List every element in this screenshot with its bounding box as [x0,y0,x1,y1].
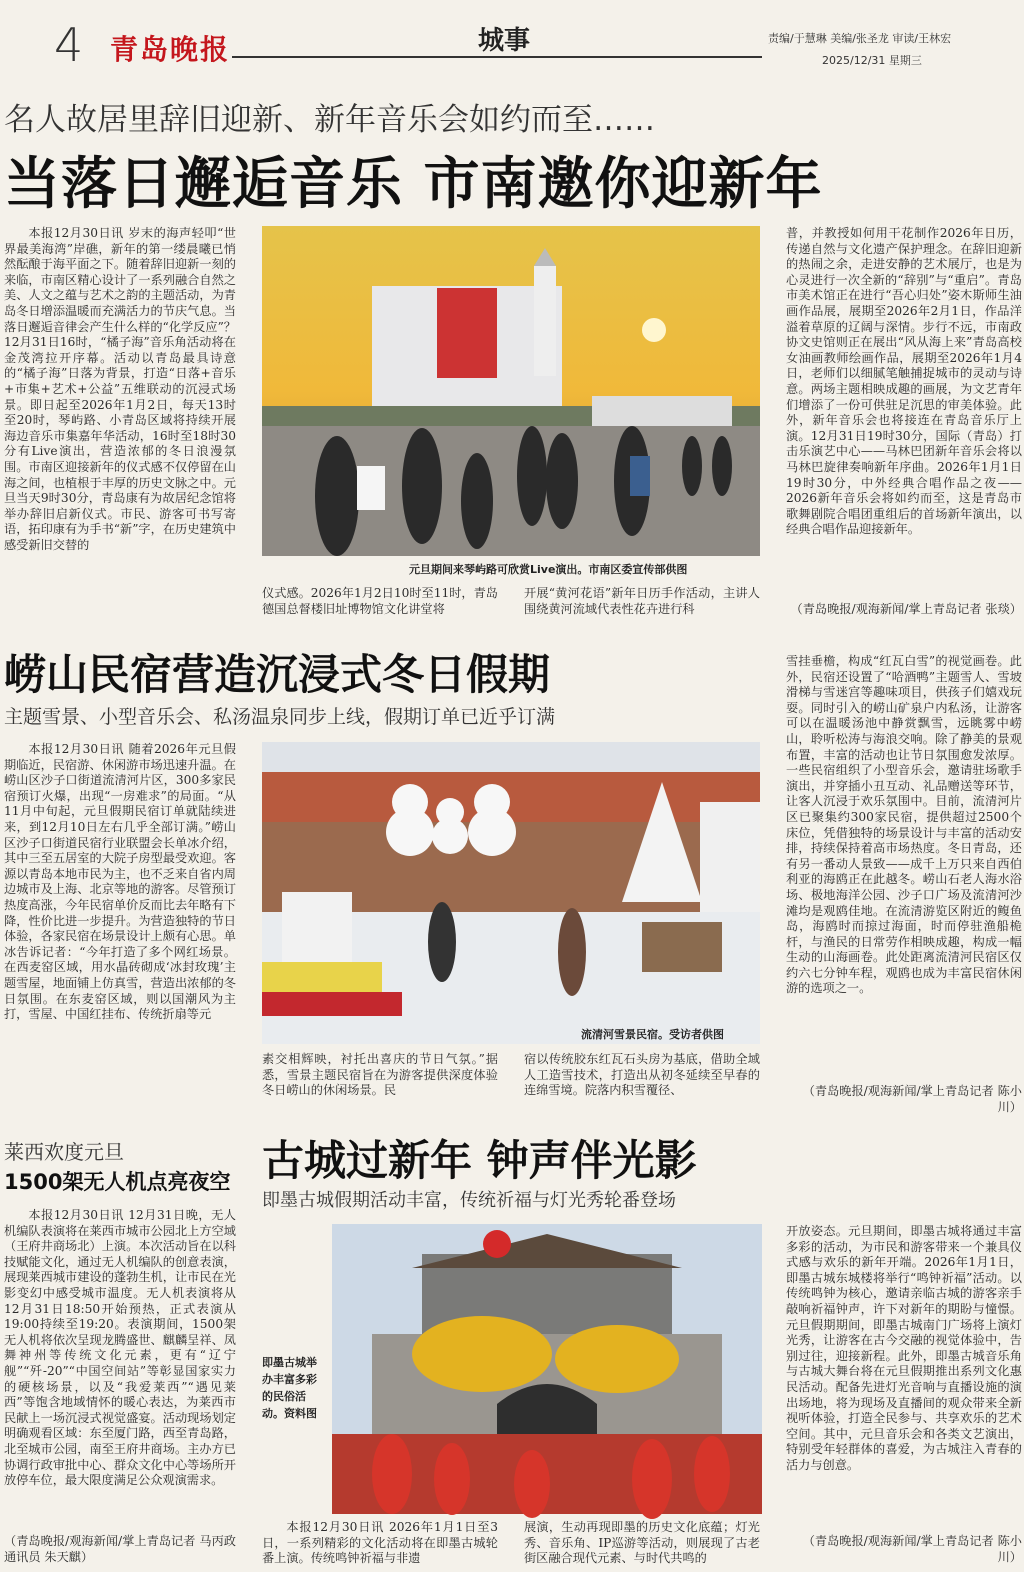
story1-headline: 当落日邂逅音乐 市南邀你迎新年 [4,152,823,217]
story2-column-1: 本报12月30日讯 随着2026年元旦假期临近，民宿游、休闲游市场迅速升温。在崂山区沙子口街道流清河片区，300多家民宿预订火爆，出现“一房难求”的局面。“从11月中旬起，元旦假期民宿订单就陆续进来，到12月10日左右几乎全部订满。”崂山区沙子口街道民宿行业联盟会长单冰介绍，其中三至五居室的大院子房型最受欢迎。客源以青岛本地市民为主，也不乏来自省内周边城市及上海、北京等地的游客。尽管预订热度高涨，今年民宿单价反而比去年略有下降，性价比进一步提升。为营造独特的节日体验，各家民宿在场景设计上颇有心思。单冰告诉记者：“今年打造了多个网红场景。在西麦窑区域，用水晶砖砌成‘冰封玫瑰’主题雪屋，地面铺上仿真雪，营造出浓郁的冬日氛围。在东麦窑区域，则以国潮风为主打，雪屋、中国红挂布、传统折扇等元 [4,742,236,1022]
story4-photo-ancient-city [332,1224,762,1514]
story1-photo-caption: 元旦期间来琴屿路可欣赏Live演出。市南区委宣传部供图 [409,563,688,576]
story1-column-3: 开展“黄河花语”新年日历手作活动，主讲人围绕黄河流域代表性花卉进行科 [524,586,760,616]
newspaper-logo: 青岛晚报 [110,33,231,66]
page-number: 4 [54,18,84,72]
story1-kicker: 名人故居里辞旧迎新、新年音乐会如约而至…… [4,102,655,138]
story4-byline: （青岛晚报/观海新闻/掌上青岛记者 陈小川） [802,1534,1022,1564]
story2-column-4: 雪挂垂檐，构成“红瓦白雪”的视觉画卷。此外，民宿还设置了“哈酒鸭”主题雪人、雪坡滑梯与雪迷宫等趣味项目，供孩子们嬉戏玩耍。同时引入的崂山矿泉户内私汤，让游客可以在温暖汤池中静赏飘雪，远眺雾中崂山，聆听松涛与海浪交响。除了静美的景观布置，丰富的活动也让节日氛围愈发浓厚。一些民宿组织了小型音乐会，邀请驻场歌手演出，并穿插小丑互动、礼品赠送等环节，让客人沉浸于欢乐氛围中。目前，流清河片区已聚集约300家民宿，提供超过2500个床位，凭借独特的场景设计与丰富的活动安排，持续保持着高市场热度。冬日青岛，还有另一番动人景致——成千上万只来自西伯利亚的海鸥正在此越冬。崂山石老人海水浴场、极地海洋公园、沙子口广场及流清河沙滩均是观鸥佳地。在流清游览区附近的鳆鱼岛，海鸥时而掠过海面，时而停驻渔船桅杆，与渔民的日常劳作相映成趣，构成一幅生动的山海画卷。此处距离流清河民宿区仅约六七分钟车程，观鸥也成为丰富民宿休闲游的选项之一。 [786,654,1022,996]
story2-subhead: 主题雪景、小型音乐会、私汤温泉同步上线，假期订单已近乎订满 [4,706,556,728]
editor-credits: 责编/于慧琳 美编/张圣龙 审读/王林宏 [768,32,952,45]
story4-column-left: 本报12月30日讯 2026年1月1日至3日，一系列精彩的文化活动将在即墨古城轮番上演。传统鸣钟祈福与非遗 [262,1520,498,1566]
story3-headline: 1500架无人机点亮夜空 [4,1170,231,1194]
story2-photo-caption: 流清河雪景民宿。受访者供图 [581,1028,724,1041]
story4-photo-caption: 即墨古城举办丰富多彩的民俗活动。资料图 [262,1356,317,1420]
story4-column-right: 开放姿态。元旦期间，即墨古城将通过丰富多彩的活动，为市民和游客带来一个兼具仪式感与欢乐的新年开端。2026年1月1日，即墨古城东城楼将举行“鸣钟祈福”活动。以传统鸣钟为核心，邀请亲临古城的游客亲手敲响祈福钟声，许下对新年的期盼与憧憬。元旦假期期间，即墨古城南门广场将上演灯光秀，让游客在古今交融的视觉体验中，告别过往，迎接新程。此外，即墨古城音乐角与古城大舞台将在元旦假期推出系列文化惠民活动。配备先进灯光音响与直播设施的演出场地，将为现场及直播间的观众带来全新视听体验，打造全民参与、共享欢乐的艺术空间。其中，元旦音乐会和各类文艺演出，特别受年轻群体的喜爱，为古城注入青春的活力与创意。 [786,1224,1022,1472]
story1-byline: （青岛晚报/观海新闻/掌上青岛记者 张琰） [790,602,1022,616]
story2-photo-snow-homestay [262,742,760,1044]
story1-column-4: 普，并教授如何用干花制作2026年日历，传递自然与文化遗产保护理念。在辞旧迎新的热闹之余，走进安静的艺术展厅，也是为心灵进行一次全新的“辞别”与“重启”。青岛市美术馆正在进行“吾心归处”姿木斯师生油画作品展，展期至2026年2月1日，作品洋溢着草原的辽阔与深情。步行不远，市南政协文史馆则正在展出“风从海上来”青岛高校女油画教师绘画作品，展期至2026年1月4日，老师们以细腻笔触捕捉城市的灵动与诗意。两场主题相映成趣的画展，为文艺青年们增添了一份可供驻足沉思的审美体验。此外，新年音乐会也将接连在青岛音乐厅上演。12月31日19时30分，国际（青岛）打击乐演艺中心——马林巴团新年音乐会将以马林巴旋律奏响新年序曲。2026年1月1日19时30分，中外经典合唱作品之夜——2026新年音乐会将如约而至，这是青岛市歌舞剧院合唱团重组后的首场新年演出，以经典合唱作品迎接新年。 [786,226,1022,537]
story1-photo-sunset-concert [262,226,760,556]
story1-column-1: 本报12月30日讯 岁末的海声轻叩“世界最美海湾”岸礁，新年的第一缕晨曦已悄然酝酿于海平面之下。随着辞旧迎新一刻的来临，市南区精心设计了一系列融合自然之美、人文之蕴与艺术之韵的主题活动，为青岛冬日增添温暖而充满活力的节庆气息。当落日邂逅音律会产生什么样的“化学反应”？12月31日16时，“橘子海”音乐角活动将在金茂湾拉开序幕。活动以青岛最具诗意的“橘子海”日落为背景，打造“日落+音乐+市集+艺术+公益”五维联动的沉浸式场景。即日起至2026年1月2日，每天13时至20时，琴屿路、小青岛区域将持续开展海边音乐市集嘉年华活动，16时至18时30分有Live演出，营造浓郁的冬日浪漫氛围。市南区迎接新年的仪式感不仅停留在山海之间，也植根于丰厚的历史文脉之中。元旦当天9时30分，青岛康有为故居纪念馆将举办辞旧启新仪式。市民、游客可书写寄语，拓印康有为手书“新”字，在历史建筑中感受新旧交替的 [4,226,236,552]
story4-subhead: 即墨古城假期活动丰富，传统祈福与灯光秀轮番登场 [262,1190,676,1211]
story3-body: 本报12月30日讯 12月31日晚，无人机编队表演将在莱西市城市公园北上方空域（王府井商场北）上演。本次活动旨在以科技赋能文化，通过无人机编队的创意表演，展现莱西城市建设的蓬勃生机，让市民在光影变幻中感受城市温度。无人机表演将从12月31日18:50开始预热，正式表演从19:00持续至19:20。表演期间，1500架无人机将依次呈现龙腾盛世、麒麟呈祥、凤舞神州等传统文化元素，更有“辽宁舰”“歼-20”“中国空间站”等彰显国家实力的硬核场景，以及“我爱莱西”“遇见莱西”等饱含地域情怀的暖心表达，为莱西市民献上一场沉浸式视觉盛宴。活动现场划定明确观看区域：东至厦门路，西至青岛路，北至城市公园，南至王府井商场。主办方已协调行政审批中心、群众文化中心等场所开放停车位，最大限度满足公众观演需求。 [4,1208,236,1488]
masthead-rule [232,56,762,58]
story2-headline: 崂山民宿营造沉浸式冬日假期 [4,650,551,699]
section-title: 城事 [478,26,531,56]
story3-byline: （青岛晚报/观海新闻/掌上青岛记者 马丙政 通讯员 朱天麒） [4,1534,236,1564]
story2-column-3: 宿以传统胶东红瓦石头房为基底，借助全域人工造雪技术，打造出从初冬延续至早春的连绵雪境。院落内积雪覆径、 [524,1052,760,1098]
issue-date: 2025/12/31 星期三 [822,54,922,67]
story4-column-middle: 展演，生动再现即墨的历史文化底蕴；灯光秀、音乐角、IP巡游等活动，则展现了古老街区融合现代元素、与时代共鸣的 [524,1520,760,1566]
story1-column-2: 仪式感。2026年1月2日10时至11时，青岛德国总督楼旧址博物馆文化讲堂将 [262,586,498,616]
story2-column-2: 素交相辉映，衬托出喜庆的节日气氛。”据悉，雪景主题民宿旨在为游客提供深度体验冬日崂山的休闲场景。民 [262,1052,498,1098]
story4-headline: 古城过新年 钟声伴光影 [262,1136,697,1185]
story3-kicker: 莱西欢度元旦 [4,1140,124,1164]
story2-byline: （青岛晚报/观海新闻/掌上青岛记者 陈小川） [802,1084,1022,1114]
